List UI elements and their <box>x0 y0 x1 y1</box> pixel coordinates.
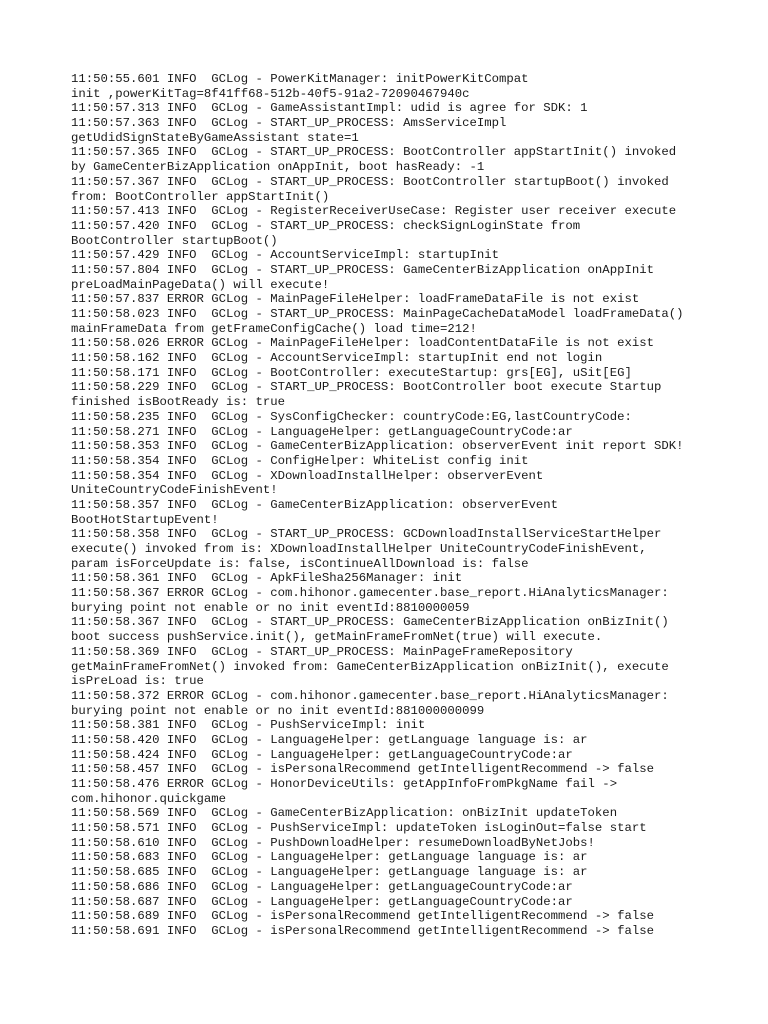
log-line: burying point not enable or no init eventId:8810000059 <box>71 600 470 615</box>
log-line: 11:50:58.026 ERROR GCLog - MainPageFileHelper: loadContentDataFile is not exist <box>71 336 654 351</box>
log-line: 11:50:58.685 INFO GCLog - LanguageHelper: getLanguage language is: ar <box>71 865 588 880</box>
log-line: 11:50:58.271 INFO GCLog - LanguageHelper: getLanguageCountryCode:ar <box>71 424 573 439</box>
log-line: 11:50:58.367 ERROR GCLog - com.hihonor.gamecenter.base_report.HiAnalyticsManager: <box>71 586 669 601</box>
log-line: 11:50:58.689 INFO GCLog - isPersonalRecommend getIntelligentRecommend -> false <box>71 909 654 924</box>
log-line: 11:50:57.429 INFO GCLog - AccountServiceImpl: startupInit <box>71 248 500 263</box>
log-line: by GameCenterBizApplication onAppInit, boot hasReady: -1 <box>71 160 485 175</box>
log-line: isPreLoad is: true <box>71 674 204 689</box>
log-line: 11:50:58.229 INFO GCLog - START_UP_PROCESS: BootController boot execute Startup <box>71 380 662 395</box>
log-line: 11:50:58.235 INFO GCLog - SysConfigChecker: countryCode:EG,lastCountryCode: <box>71 409 632 424</box>
log-line: 11:50:57.367 INFO GCLog - START_UP_PROCESS: BootController startupBoot() invoked <box>71 174 669 189</box>
log-line: 11:50:58.162 INFO GCLog - AccountServiceImpl: startupInit end not login <box>71 351 603 366</box>
log-line: UniteCountryCodeFinishEvent! <box>71 483 278 498</box>
log-line: 11:50:58.420 INFO GCLog - LanguageHelper: getLanguage language is: ar <box>71 732 588 747</box>
log-line: BootHotStartupEvent! <box>71 512 219 527</box>
log-text-block <box>71 72 711 939</box>
log-line: 11:50:58.354 INFO GCLog - ConfigHelper: WhiteList config init <box>71 453 529 468</box>
log-line: 11:50:58.353 INFO GCLog - GameCenterBizApplication: observerEvent init report SDK! <box>71 439 684 454</box>
log-line: 11:50:58.361 INFO GCLog - ApkFileSha256Manager: init <box>71 571 463 586</box>
log-line: 11:50:58.610 INFO GCLog - PushDownloadHelper: resumeDownloadByNetJobs! <box>71 835 595 850</box>
log-line: init ,powerKitTag=8f41ff68-512b-40f5-91a2-72090467940c <box>71 86 470 101</box>
log-line: 11:50:58.369 INFO GCLog - START_UP_PROCESS: MainPageFrameRepository <box>71 644 573 659</box>
log-line: 11:50:58.372 ERROR GCLog - com.hihonor.gamecenter.base_report.HiAnalyticsManager: <box>71 688 669 703</box>
log-line: boot success pushService.init(), getMainFrameFromNet(true) will execute. <box>71 630 603 645</box>
log-line: finished isBootReady is: true <box>71 395 286 410</box>
log-line: execute() invoked from is: XDownloadInstallHelper UniteCountryCodeFinishEvent, <box>71 542 647 556</box>
log-line: 11:50:57.313 INFO GCLog - GameAssistantImpl: udid is agree for SDK: 1 <box>71 101 588 116</box>
log-line: 11:50:57.413 INFO GCLog - RegisterReceiverUseCase: Register user receiver execute <box>71 204 677 219</box>
log-line: 11:50:57.804 INFO GCLog - START_UP_PROCESS: GameCenterBizApplication onAppInit <box>71 262 654 277</box>
log-line: 11:50:58.354 INFO GCLog - XDownloadInstallHelper: observerEvent <box>71 468 544 483</box>
log-line: com.hihonor.quickgame <box>71 791 226 806</box>
log-line: getMainFrameFromNet() invoked from: GameCenterBizApplication onBizInit(), execute <box>71 659 669 674</box>
log-line: 11:50:58.457 INFO GCLog - isPersonalRecommend getIntelligentRecommend -> false <box>71 762 654 777</box>
log-line: 11:50:58.683 INFO GCLog - LanguageHelper: getLanguage language is: ar <box>71 850 588 865</box>
log-line: 11:50:58.367 INFO GCLog - START_UP_PROCESS: GameCenterBizApplication onBizInit() <box>71 615 669 630</box>
log-line: preLoadMainPageData() will execute! <box>71 277 330 292</box>
log-line: BootController startupBoot() <box>71 233 278 248</box>
log-line: 11:50:57.365 INFO GCLog - START_UP_PROCESS: BootController appStartInit() invoked <box>71 145 677 160</box>
log-line: getUdidSignStateByGameAssistant state=1 <box>71 130 359 145</box>
log-line: 11:50:58.686 INFO GCLog - LanguageHelper: getLanguageCountryCode:ar <box>71 879 573 894</box>
log-line: 11:50:58.381 INFO GCLog - PushServiceImpl: init <box>71 718 426 733</box>
log-line: 11:50:58.358 INFO GCLog - START_UP_PROCESS: GCDownloadInstallServiceStartHelper <box>71 527 662 542</box>
log-line: from: BootController appStartInit() <box>71 189 330 204</box>
log-line: 11:50:57.837 ERROR GCLog - MainPageFileHelper: loadFrameDataFile is not exist <box>71 292 640 307</box>
log-line: 11:50:55.601 INFO GCLog - PowerKitManager: initPowerKitCompat <box>71 72 529 86</box>
log-line: 11:50:58.571 INFO GCLog - PushServiceImpl: updateToken isLoginOut=false start <box>71 821 647 836</box>
log-line: param isForceUpdate is: false, isContinueAllDownload is: false <box>71 556 529 571</box>
log-line: burying point not enable or no init eventId:881000000099 <box>71 703 485 718</box>
log-line: 11:50:57.363 INFO GCLog - START_UP_PROCESS: AmsServiceImpl <box>71 116 507 131</box>
log-line: 11:50:58.569 INFO GCLog - GameCenterBizApplication: onBizInit updateToken <box>71 806 618 821</box>
log-line: 11:50:58.476 ERROR GCLog - HonorDeviceUtils: getAppInfoFromPkgName fail -> <box>71 777 618 791</box>
log-line: mainFrameData from getFrameConfigCache() load time=212! <box>71 321 477 336</box>
log-line: 11:50:58.171 INFO GCLog - BootController: executeStartup: grs[EG], uSit[EG] <box>71 365 632 380</box>
log-line: 11:50:58.691 INFO GCLog - isPersonalRecommend getIntelligentRecommend -> false <box>71 923 654 938</box>
log-line: 11:50:58.023 INFO GCLog - START_UP_PROCESS: MainPageCacheDataModel loadFrameData() <box>71 307 684 321</box>
log-line: 11:50:58.357 INFO GCLog - GameCenterBizApplication: observerEvent <box>71 497 559 512</box>
log-line: 11:50:57.420 INFO GCLog - START_UP_PROCESS: checkSignLoginState from <box>71 218 581 233</box>
log-line: 11:50:58.424 INFO GCLog - LanguageHelper: getLanguageCountryCode:ar <box>71 747 573 762</box>
log-line: 11:50:58.687 INFO GCLog - LanguageHelper: getLanguageCountryCode:ar <box>71 894 573 909</box>
